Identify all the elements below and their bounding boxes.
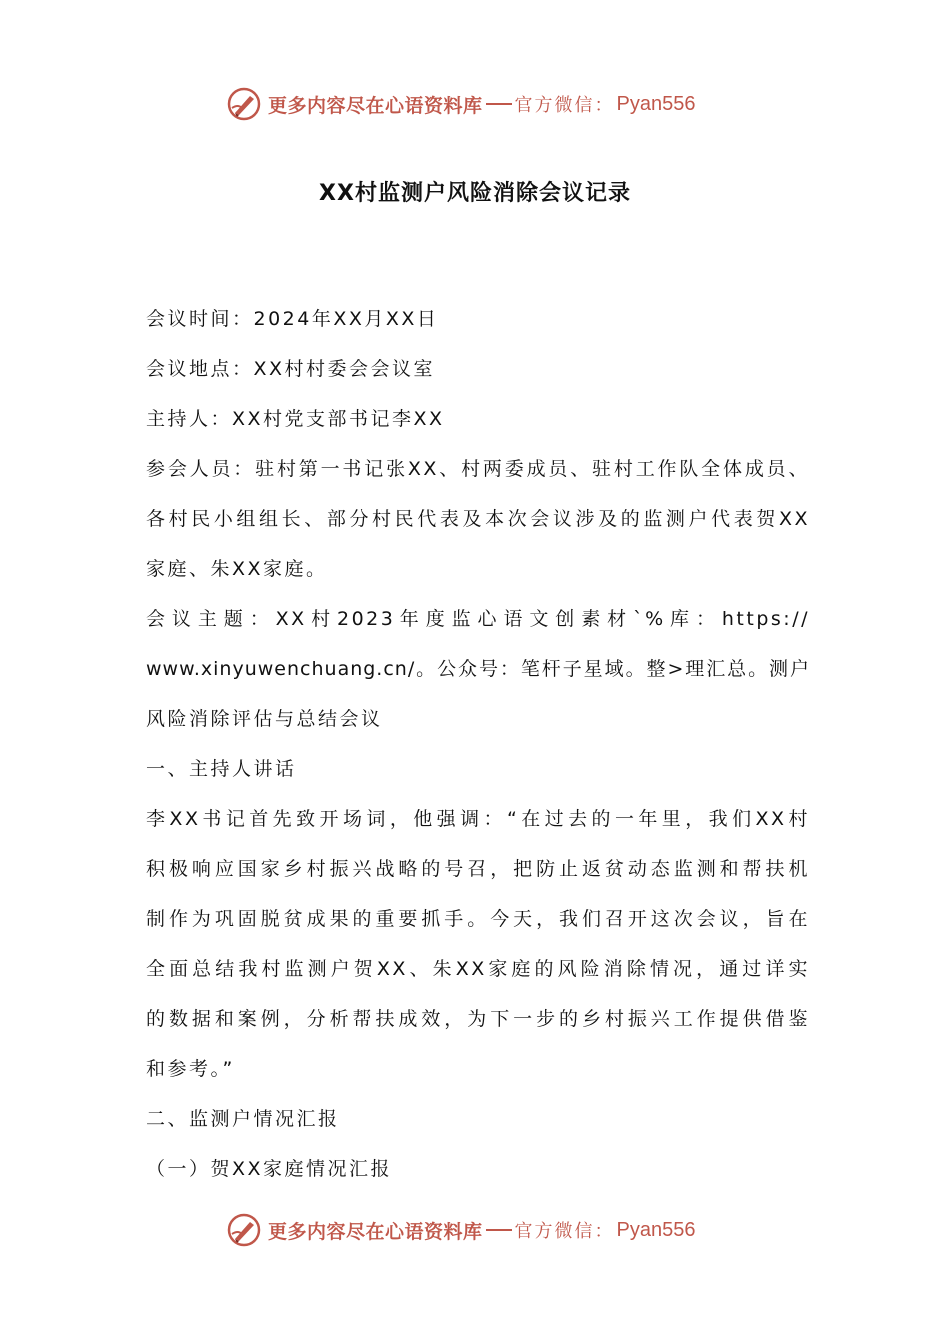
- attendees-line: 参会人员：驻村第一书记张XX、村两委成员、驻村工作队全体成员、: [146, 458, 810, 480]
- paragraph-line: 全面总结我村监测户贺XX、朱XX家庭的风险消除情况，通过详实: [146, 958, 810, 980]
- watermark-banner-top: [226, 82, 695, 126]
- pen-logo-icon: [226, 1212, 262, 1248]
- watermark-wechat-label: 官方微信：: [514, 95, 615, 116]
- theme-line: 会议主题：XX村2023年度监心语文创素材`%库：https://: [146, 608, 810, 630]
- pen-logo-icon: [226, 86, 262, 122]
- attendees-line: 各村民小组组长、部分村民代表及本次会议涉及的监测户代表贺XX: [146, 508, 810, 530]
- meeting-place: 会议地点：XX村村委会会议室: [146, 358, 436, 380]
- watermark-text: 更多内容尽在心语资料库: [268, 1220, 483, 1243]
- meeting-host: 主持人：XX村党支部书记李XX: [146, 408, 445, 430]
- watermark-wechat-id: Pyan556: [616, 92, 696, 115]
- document-body: [146, 294, 810, 1194]
- section-heading: 二、监测户情况汇报: [146, 1108, 340, 1130]
- section-heading: 一、主持人讲话: [146, 758, 297, 780]
- watermark-dash: [486, 1229, 512, 1231]
- watermark-wechat-label: 官方微信：: [514, 1221, 615, 1242]
- subsection-heading: （一）贺XX家庭情况汇报: [146, 1158, 393, 1180]
- theme-line: 风险消除评估与总结会议: [146, 708, 383, 730]
- paragraph-line: 制作为巩固脱贫成果的重要抓手。今天，我们召开这次会议，旨在: [146, 908, 810, 930]
- watermark-dash: [486, 103, 512, 105]
- meeting-time: 会议时间：2024年XX月XX日: [146, 308, 439, 330]
- paragraph-line: 的数据和案例，分析帮扶成效，为下一步的乡村振兴工作提供借鉴: [146, 1008, 810, 1030]
- watermark-wechat-id: Pyan556: [616, 1218, 696, 1241]
- paragraph-line: 积极响应国家乡村振兴战略的号召，把防止返贫动态监测和帮扶机: [146, 858, 810, 880]
- watermark-text: 更多内容尽在心语资料库: [268, 94, 483, 117]
- attendees-line: 家庭、朱XX家庭。: [146, 558, 328, 580]
- paragraph-line: 和参考。”: [146, 1058, 235, 1080]
- document-title: XX村监测户风险消除会议记录: [319, 181, 631, 206]
- watermark-banner-bottom: [226, 1208, 695, 1252]
- theme-line: www.xinyuwenchuang.cn/。公众号：笔杆子星域。整>理汇总。测户: [146, 658, 810, 680]
- paragraph-line: 李XX书记首先致开场词，他强调：“在过去的一年里，我们XX村: [146, 808, 810, 830]
